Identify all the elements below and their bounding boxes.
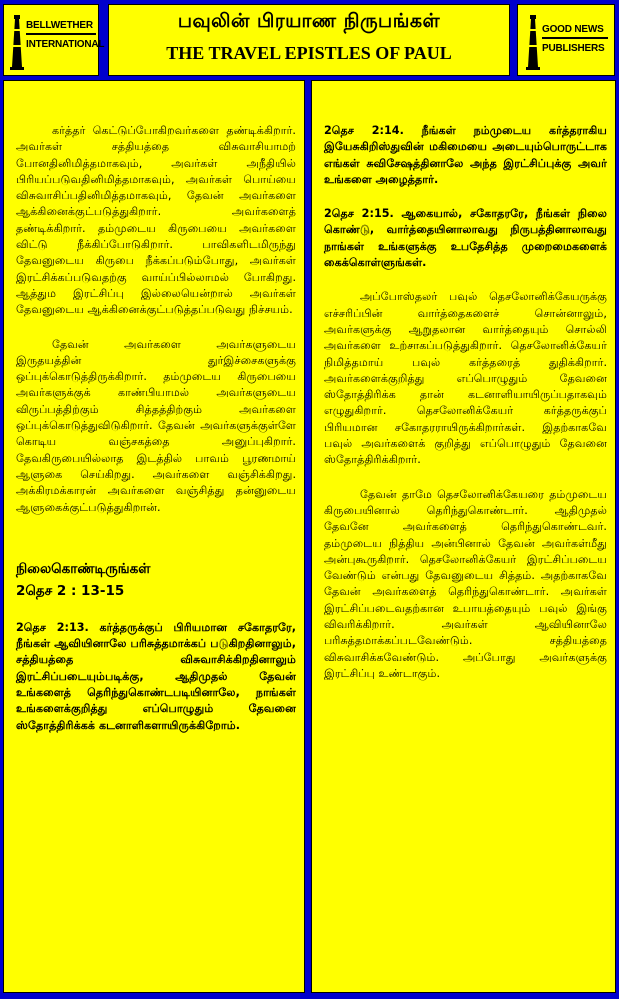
right-column: [311, 80, 616, 993]
right-logo-line2: PUBLISHERS: [542, 43, 605, 54]
page-header: [0, 0, 619, 80]
lighthouse-icon: [10, 15, 24, 71]
right-paragraph-4: தேவன் தாமே தெசலோனிக்கேயரை தம்முடைய கிருபையினால் தெரிந்துகொண்டார். ஆதிமுதல் தேவனே அவர்களைத் தெரிந்துகொண்டவர். தம்முடைய நித்திய அன்பினால் தேவன் அவர்கள்மீது அன்புகூருகிறார். தெசலோனிக்கேயர் இரட்சிப்படைய வேண்டும் என்பது தேவனுடைய சித்தம். அதற்காகவே தேவன் அவர்களைத் தெரிந்துகொண்டார். அவர்கள் இரட்சிப்படைவதற்கான உபாயத்தையும் பவுல் இங்கு விவரிக்கிறார். அவர்கள் ஆவியினாலே பரிசுத்தமாக்கப்படவேண்டும். சத்தியத்தை விசுவாசிக்கவேண்டும். அப்போது அவர்களுக்கு இரட்சிப்பு உண்டாகும்.: [324, 487, 607, 680]
verse-2thess-2-13: 2தெச 2:13. கர்த்தருக்குப் பிரியமான சகோதரரே, நீங்கள் ஆவியினாலே பரிசுத்தமாக்கப் படுகிறதினாலும், சத்தியத்தை விசுவாசிக்கிறதினாலும் இரட்சிப்படையும்படிக்கு, ஆதிமுதல் தேவன் உங்களைத் தெரிந்துகொண்டபடியினாலே, நாங்கள் உங்களைக்குறித்து எப்பொழுதும் தேவனை ஸ்தோத்திரிக்கக் கடனாளிகளாயிருக்கிறோம்.: [16, 620, 296, 732]
left-logo-text: [26, 19, 104, 51]
title-panel: [108, 4, 510, 76]
left-logo-line2: INTERNATIONAL: [26, 39, 105, 50]
section-title: நிலைகொண்டிருங்கள்: [16, 560, 151, 577]
left-paragraph-1: கர்த்தர் கெட்டுப்போகிறவர்களை தண்டிக்கிறார். அவர்கள் சத்தியத்தை விசுவாசியாமற் போனதினிமித்தமாகவும், அவர்கள் அநீதியில் பிரியப்படுவதினிமித்தமாகவும், அவர்கள் பொய்யை விசுவாசிப்பதினிமித்தமாகவும், தேவன் அவர்களை ஆக்கினைக்குட்படுத்துகிறார். அவர்களைத் தண்டிக்கிறார். தம்முடைய கிருபையை அவர்களை விட்டு நீக்கிப்போடுகிறார். பாவிகளிடமிருந்து தேவனுடைய கிருபை நீக்கப்படும்போது, அவர்கள் இரட்சிக்கப்படுவதற்கு வாய்ப்பில்லாமல் போகிறது. ஆத்தும இரட்சிப்பு இல்லையென்றால் அவர்கள் தேவனுடைய ஆக்கினைக்குட்படுத்தப்படுவது நிச்சயம்.: [16, 124, 296, 317]
page-title-english: THE TRAVEL EPISTLES OF PAUL: [166, 43, 452, 63]
lighthouse-icon: [526, 15, 540, 71]
verse-2thess-2-15: 2தெச 2:15. ஆகையால், சகோதரரே, நீங்கள் நிலை கொண்டு, வார்த்தையினாலாவது நிருபத்தினாலாவது நாங்கள் உங்களுக்கு உபதேசித்த முறைமைகளைக் கைக்கொள்ளுங்கள்.: [324, 207, 607, 270]
left-column: [3, 80, 305, 993]
left-logo-line1: BELLWETHER: [26, 20, 93, 31]
right-logo-line1: GOOD NEWS: [542, 24, 604, 35]
bellwether-logo: [3, 4, 105, 76]
good-news-logo: [517, 4, 615, 76]
right-paragraph-3: அப்போஸ்தலர் பவுல் தெசலோனிக்கேயருக்கு எச்சரிப்பின் வார்த்தைகளைச் சொன்னாலும், அவர்களுக்கு ஆறுதலான வார்த்தையும் சொல்லி அவர்களை உற்சாகப்படுத்துகிறார். தெசலோனிக்கேயர் நிமித்தமாய் பவுல் கர்த்தரைத் துதிக்கிறார். அவர்களைக்குறித்து எப்பொழுதும் தேவனை ஸ்தோத்திரிக்க தான் கடனாளியாயிருப்பதாகவும் எழுதுகிறார். தெசலோனிக்கேயர் கர்த்தருக்குப் பிரியமான சகோதரராயிருக்கிறார்கள். இதற்காகவே பவுல் அவர்களைக் குறித்து எப்பொழுதும் தேவனை ஸ்தோத்திரிக்கிறார்.: [324, 290, 607, 467]
left-paragraph-2: தேவன் அவர்களை அவர்களுடைய இருதயத்தின் துர்இச்சைகளுக்கு ஒப்புக்கொடுத்திருக்கிறார். தம்முடைய கிருபையை அவர்களுக்குக் காண்பியாமல் அவர்களுடைய விருப்பத்திற்கும் சித்தத்திற்கும் அவர்களை ஒப்புக்கொடுத்துவிடுகிறார். தேவன் அவர்களுக்குள்ளே கொடிய வஞ்சகத்தை அனுப்புகிறார். தேவகிருபையில்லாத இடத்தில் பாவம் பூரணமாய் ஆளுகை செய்கிறது. அவர்களை வஞ்சிக்கிறது. அக்கிரமக்காரன் அவர்களை வஞ்சித்து தன்னுடைய ஆளுகைக்குட்படுத்துகிறான்.: [16, 337, 296, 514]
right-logo-text: [542, 23, 604, 55]
verse-2thess-2-14: 2தெச 2:14. நீங்கள் நம்முடைய கர்த்தராகிய இயேசுகிறிஸ்துவின் மகிமையை அடையும்பொருட்டாக எங்கள் சுவிசேஷத்தினாலே அந்த இரட்சிப்புக்கு அவர் உங்களை அழைத்தார்.: [324, 124, 607, 186]
page-title-tamil: பவுலின் பிரயாண நிருபங்கள்: [177, 10, 441, 32]
section-reference: 2தெச 2 : 13-15: [16, 582, 125, 599]
